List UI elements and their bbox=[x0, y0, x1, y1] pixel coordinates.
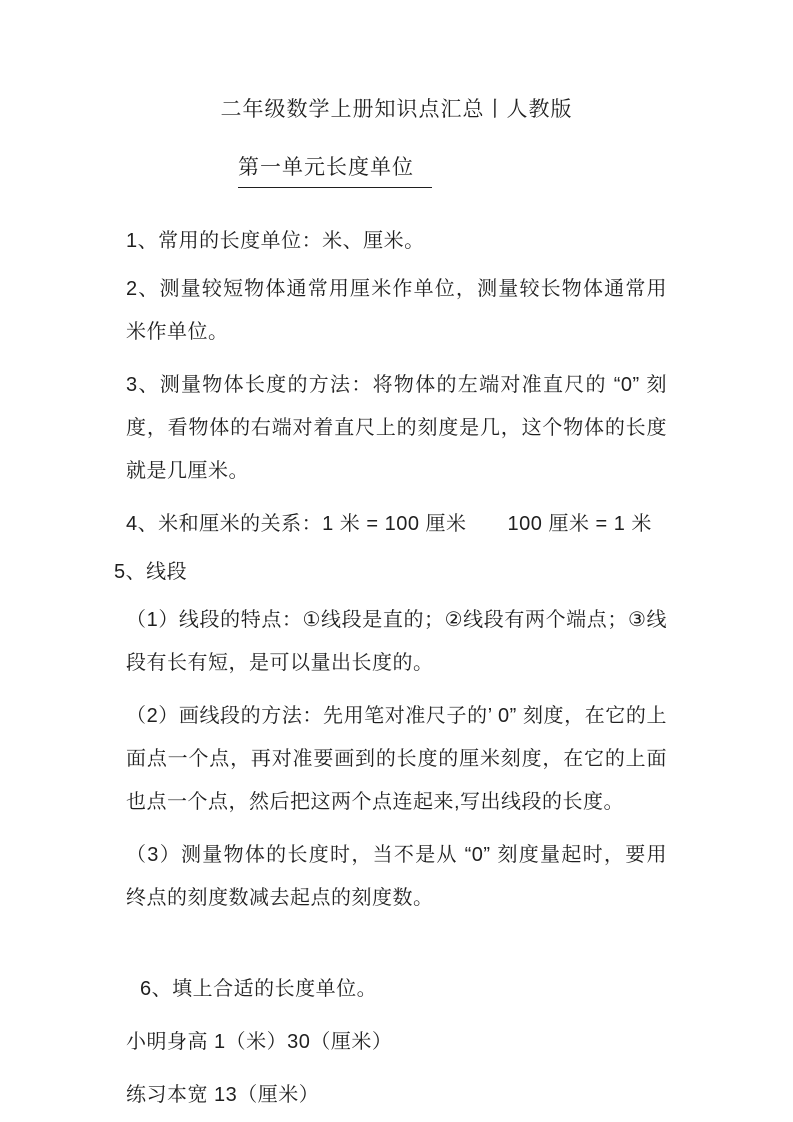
sub-point-1-segment-features: （1）线段的特点：①线段是直的；②线段有两个端点；③线段有长有短，是可以量出长度的。 bbox=[126, 608, 667, 674]
sub-point-2-drawing-segment: （2）画线段的方法：先用笔对准尺子的’ 0” 刻度，在它的上面点一个点，再对准要画到的长度的厘米刻度，在它的上面也点一个点，然后把这两个点连起来,写出线段的长度。 bbox=[126, 704, 667, 813]
point-1-length-units: 1、常用的长度单位：米、厘米。 bbox=[126, 229, 425, 252]
section-heading-row bbox=[126, 154, 667, 187]
example-xiaoming-height: 小明身高 1（米）30（厘米） bbox=[126, 1030, 393, 1053]
point-6-fill-in-units: 6、填上合适的长度单位。 bbox=[140, 977, 378, 1000]
example-notebook-width: 练习本宽 13（厘米） bbox=[126, 1083, 320, 1106]
point-4-meter-centimeter-relation: 4、米和厘米的关系：1 米 = 100 厘米 100 厘米 = 1 米 bbox=[126, 512, 652, 535]
sub-point-3-measuring-offset: （3）测量物体的长度时，当不是从 “0” 刻度量起时，要用终点的刻度数减去起点的刻度数。 bbox=[126, 843, 667, 909]
point-5-line-segment: 5、线段 bbox=[114, 560, 188, 583]
doc-title: 二年级数学上册知识点汇总丨人教版 bbox=[220, 98, 573, 121]
point-3-measuring-method: 3、测量物体长度的方法：将物体的左端对准直尺的 “0” 刻度，看物体的右端对着直尺上的刻度是几，这个物体的长度就是几厘米。 bbox=[126, 373, 667, 482]
point-2-unit-choice: 2、测量较短物体通常用厘米作单位，测量较长物体通常用米作单位。 bbox=[126, 277, 667, 343]
section-heading: 第一单元长度单位 bbox=[238, 154, 432, 187]
